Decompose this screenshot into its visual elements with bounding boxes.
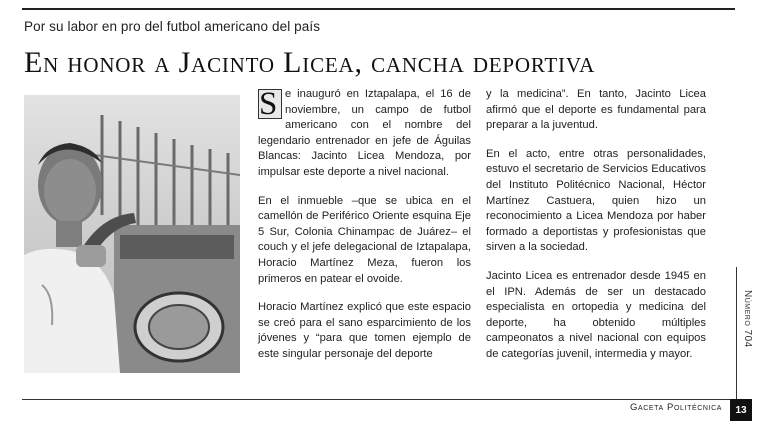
article-column-1 <box>258 87 471 376</box>
paragraph: Jacinto Licea es entrenador desde 1945 en el IPN. Además de ser un destacado especialista en ortopedia y medicina del deporte, ha obtenido múltiples campeonatos a nivel nacional con equipos de categorías juvenil, intermedia y mayor. <box>486 269 706 360</box>
top-rule <box>22 8 735 10</box>
kicker: Por su labor en pro del futbol americano del país <box>24 19 321 34</box>
headline: En honor a Jacinto Licea, cancha deportiva <box>24 46 596 79</box>
drop-cap: S <box>258 89 282 119</box>
article-column-2 <box>486 87 706 376</box>
issue-number: Número 704 <box>742 290 753 348</box>
publication-name: Gaceta Politécnica <box>630 402 722 413</box>
paragraph: y la medicina”. En tanto, Jacinto Licea afirmó que el deporte es fundamental para preparar a la juventud. <box>486 88 706 132</box>
article-photo <box>24 95 240 373</box>
paragraph: S e inauguró en Iztapalapa, el 16 de noviembre, un campo de futbol americano con el nombre del legendario entrenador en jefe de Águilas Blancas: Jacinto Licea Mendoza, por impulsar este deporte a nivel nacional. <box>258 86 471 178</box>
side-rule <box>736 267 737 399</box>
paragraph: En el acto, entre otras personalidades, estuvo el secretario de Servicios Educativos del Instituto Politécnico Nacional, Héctor Martínez Castuera, quien hizo un reconocimiento a Licea Mendoza por haber formado a deportistas y profesionistas que sirven a la sociedad. <box>486 147 706 254</box>
paragraph: Horacio Martínez explicó que este espacio se creó para el sano esparcimiento de los jóvenes y “para que tomen ejemplo de este singular personaje del deporte <box>258 301 471 360</box>
page-number: 13 <box>730 399 752 421</box>
paragraph: En el inmueble –que se ubica en el camellón de Periférico Oriente esquina Eje 5 Sur, Colonia Chinampac de Juárez– el couch y el jefe delegacional de Iztapalapa, Horacio Martínez Meza, fueron los primeros en patear el ovoide. <box>258 194 471 285</box>
bottom-rule <box>22 399 736 400</box>
